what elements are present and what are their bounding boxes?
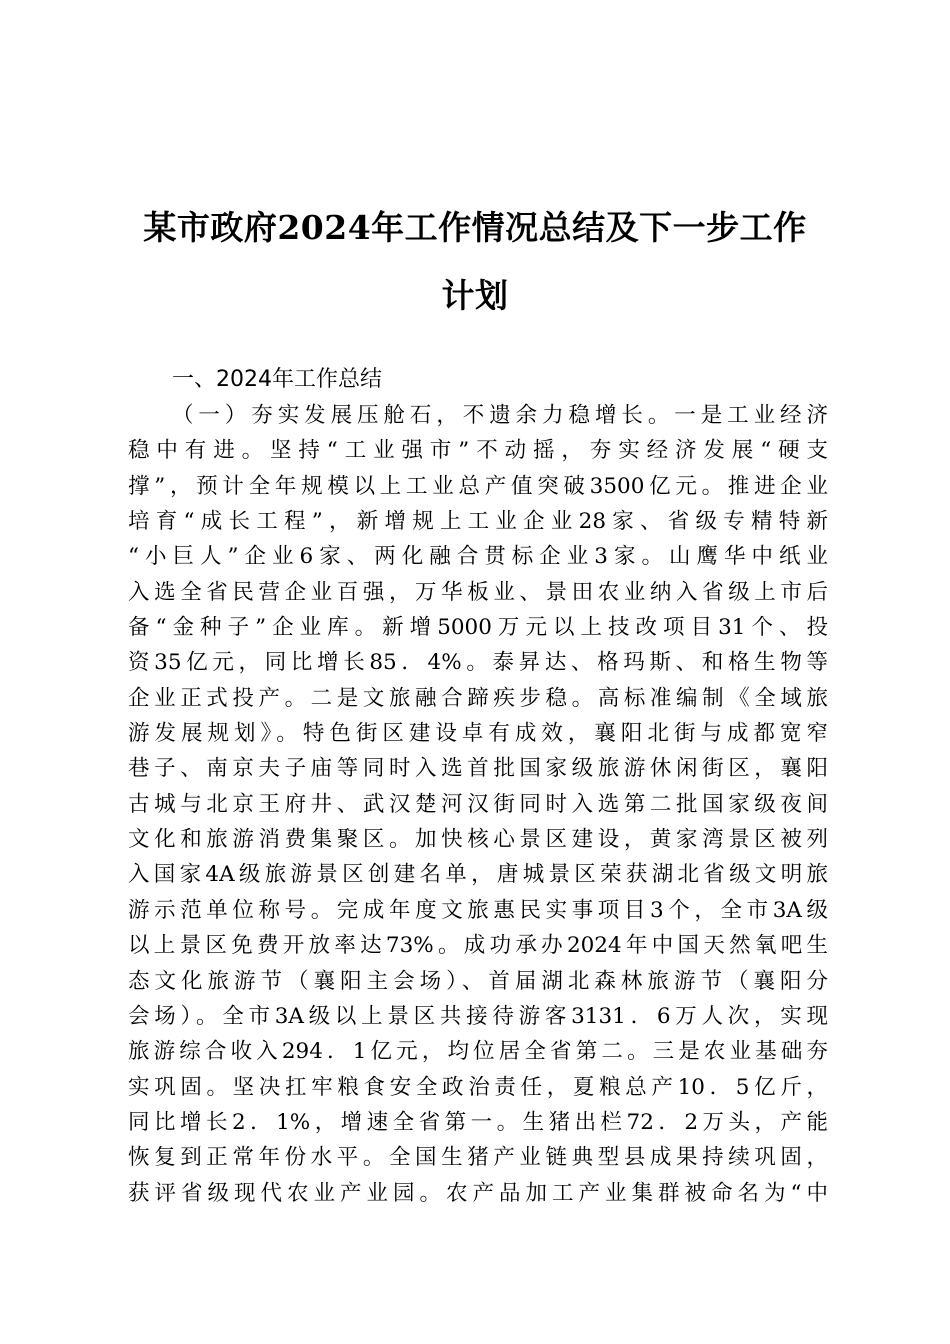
paragraph-line: 旅游综合收入294．1亿元，均位居全省第二。三是农业基础夯 [128,1039,828,1065]
title-line: 计划 [441,276,509,315]
paragraph-line: 古城与北京王府井、武汉楚河汉街同时入选第二批国家级夜间 [128,791,828,817]
paragraph-line: 培育“成长工程”，新增规上工业企业28家、省级专精特新 [128,509,828,535]
paragraph-line: 态文化旅游节（襄阳主会场）、首届湖北森林旅游节（襄阳分 [128,968,828,994]
paragraph-line: 撑”，预计全年规模以上工业总产值突破3500亿元。推进企业 [128,473,828,499]
paragraph-line: 会场）。全市3A级以上景区共接待游客3131．6万人次，实现 [128,1003,828,1029]
title-line: 某市政府2024年工作情况总结及下一步工作 [143,208,807,247]
paragraph-line: （一）夯实发展压舱石，不遗余力稳增长。一是工业经济 [172,403,828,428]
body-paragraph [128,398,828,1211]
paragraph-line: 企业正式投产。二是文旅融合蹄疾步稳。高标准编制《全域旅 [128,685,828,711]
paragraph-line: 以上景区免费开放率达73%。成功承办2024年中国天然氧吧生 [128,933,828,959]
paragraph-line: 恢复到正常年份水平。全国生猪产业链典型县成果持续巩固， [128,1145,828,1171]
paragraph-line: 巷子、南京夫子庙等同时入选首批国家级旅游休闲街区，襄阳 [128,756,828,782]
paragraph-line: 获评省级现代农业产业园。农产品加工产业集群被命名为“中 [128,1180,828,1206]
paragraph-line: 实巩固。坚决扛牢粮食安全政治责任，夏粮总产10．5亿斤， [128,1074,828,1100]
paragraph-line: 游示范单位称号。完成年度文旅惠民实事项目3个，全市3A级 [128,897,828,923]
paragraph-line: 游发展规划》。特色街区建设卓有成效，襄阳北街与成都宽窄 [128,721,828,747]
paragraph-line: 资35亿元，同比增长85．4%。泰昇达、格玛斯、和格生物等 [128,650,828,676]
document-title [100,194,850,330]
section-heading: 一、2024年工作总结 [172,367,382,392]
paragraph-line: 同比增长2．1%，增速全省第一。生猪出栏72．2万头，产能 [128,1109,828,1135]
paragraph-line: 稳中有进。坚持“工业强市”不动摇，夯实经济发展“硬支 [128,438,828,464]
paragraph-line: 文化和旅游消费集聚区。加快核心景区建设，黄家湾景区被列 [128,827,828,853]
paragraph-line: 入国家4A级旅游景区创建名单，唐城景区荣获湖北省级文明旅 [128,862,828,888]
paragraph-line: 入选全省民营企业百强，万华板业、景田农业纳入省级上市后 [128,579,828,605]
paragraph-line: “小巨人”企业6家、两化融合贯标企业3家。山鹰华中纸业 [128,544,828,570]
paragraph-line: 备“金种子”企业库。新增5000万元以上技改项目31个、投 [128,615,828,641]
